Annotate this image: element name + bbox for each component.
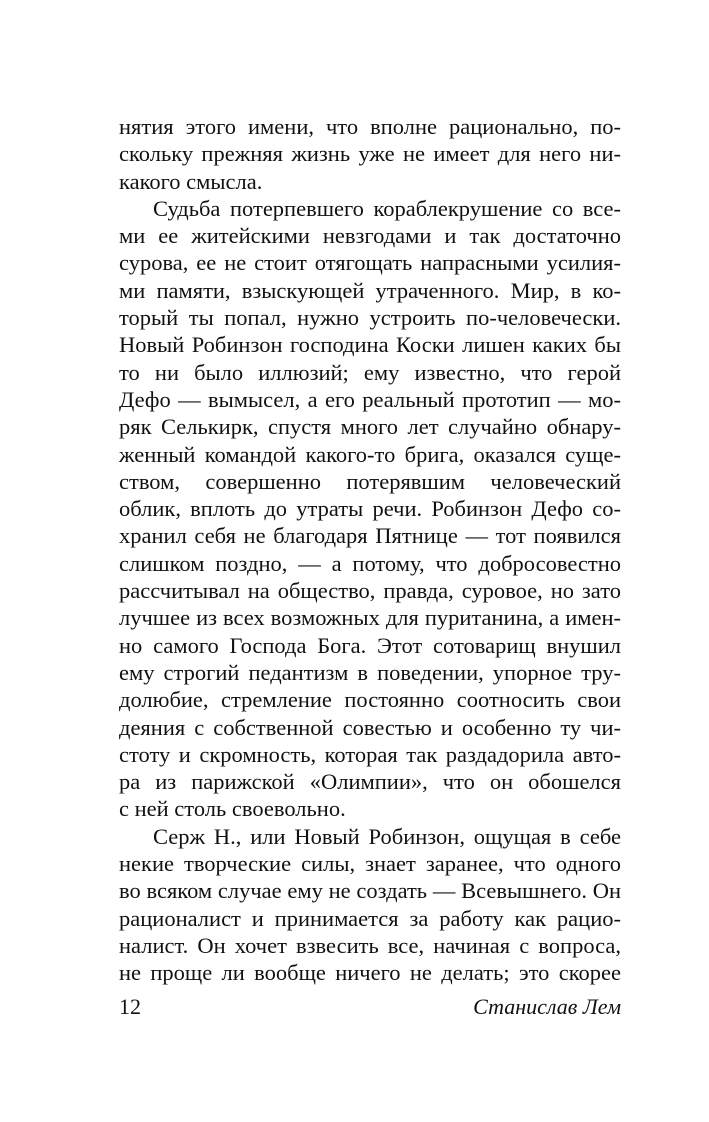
text-line: женный командой какого-то брига, оказался суще-: [119, 441, 621, 467]
text-line: Судьба потерпевшего кораблекрушение со все-: [153, 195, 621, 221]
text-line: стоту и скромность, которая так раздадорила авто-: [119, 741, 621, 767]
running-head-author: Станислав Лем: [473, 994, 621, 1019]
paragraph: [119, 823, 621, 987]
text-line: облик, вплоть до утраты речи. Робинзон Дефо со-: [119, 496, 621, 522]
text-line: с ней столь своевольно.: [119, 796, 346, 822]
text-line: Серж Н., или Новый Робинзон, ощущая в себе: [153, 823, 621, 849]
text-line: торый ты попал, нужно устроить по-человечески.: [119, 305, 621, 331]
text-line: то ни было иллюзий; ему известно, что герой: [119, 359, 621, 385]
text-line: рассчитывал на общество, правда, суровое, но зато: [119, 578, 621, 604]
page-number: 12: [119, 994, 141, 1019]
text-line: сурова, ее не стоит отягощать напрасными усилия-: [119, 250, 621, 276]
text-line: рационалист и принимается за работу как рацио-: [119, 905, 621, 931]
text-line: Дефо — вымысел, а его реальный прототип — мо-: [119, 386, 621, 412]
text-line: ему строгий педантизм в поведении, упорное тру-: [119, 659, 621, 685]
text-line: Новый Робинзон господина Коски лишен каких бы: [119, 332, 621, 358]
text-line: ством, совершенно потерявшим человеческий: [119, 468, 621, 494]
paragraph: [119, 195, 621, 823]
text-line: не проще ли вообще ничего не делать; это скорее: [119, 960, 621, 986]
text-line: во всяком случае ему не создать — Всевышнего. Он: [119, 878, 621, 904]
text-line: долюбие, стремление постоянно соотносить свои: [119, 687, 621, 713]
text-line: скольку прежняя жизнь уже не имеет для него ни-: [119, 141, 621, 167]
text-line: какого смысла.: [119, 168, 263, 194]
text-line: хранил себя не благодаря Пятнице — тот появился: [119, 523, 621, 549]
text-line: слишком поздно, — а потому, что добросовестно: [119, 550, 621, 576]
text-line: налист. Он хочет взвесить все, начиная с вопроса,: [119, 932, 621, 958]
text-line: ряк Селькирк, спустя много лет случайно обнару-: [119, 414, 621, 440]
text-line: но самого Господа Бога. Этот сотоварищ внушил: [119, 632, 621, 658]
text-line: нятия этого имени, что вполне рационально, по-: [119, 114, 621, 139]
text-line: деяния с собственной совестью и особенно ту чи-: [119, 714, 621, 740]
text-line: ми ее житейскими невзгодами и так достаточно: [119, 223, 621, 249]
text-line: ра из парижской «Олимпии», что он обошелся: [119, 769, 621, 795]
paragraph: [119, 113, 621, 195]
body-text: [119, 113, 621, 987]
text-line: некие творческие силы, знает заранее, что одного: [119, 851, 621, 877]
text-line: лучшее из всех возможных для пуританина, а имен-: [119, 605, 621, 631]
text-line: ми памяти, взыскующей утраченного. Мир, в ко-: [119, 277, 621, 303]
